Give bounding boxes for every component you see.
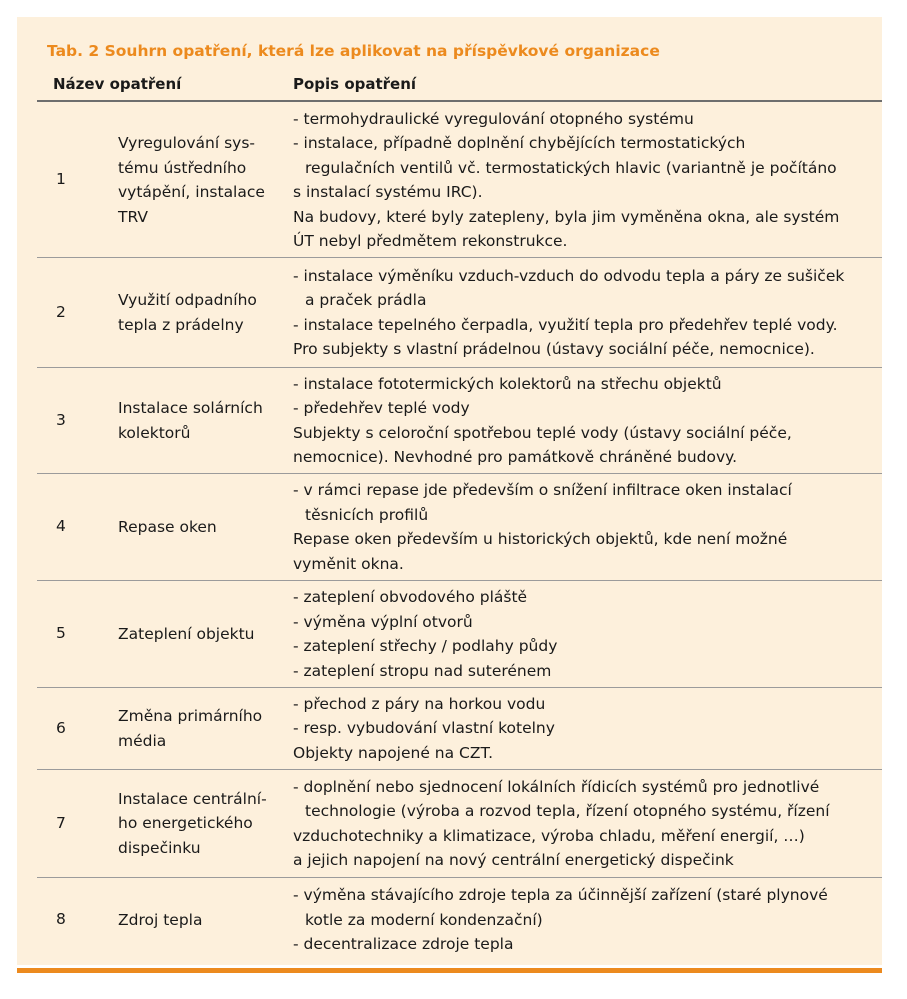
row-name [118, 288, 283, 337]
row-number: 8 [56, 910, 66, 928]
description-line: kotle za moderní kondenzační) [305, 910, 543, 929]
description-line: s instalací systému IRC). [293, 183, 483, 201]
name-line: tepla z prádelny [118, 315, 244, 334]
description-line: technologie (výroba a rozvod tepla, řízení otopného systému, řízení [305, 802, 830, 820]
row-separator [37, 687, 882, 688]
row-separator [37, 473, 882, 474]
row-name [118, 908, 283, 933]
row-number: 4 [56, 517, 66, 535]
description-line: - zateplení stropu nad suterénem [293, 661, 552, 680]
description-line: - instalace výměníku vzduch-vzduch do odvodu tepla a páry ze sušiček [293, 266, 845, 285]
name-line: Změna primárního [118, 707, 263, 725]
row-description [293, 585, 873, 683]
row-number: 2 [56, 302, 66, 321]
row-number: 6 [56, 718, 66, 737]
row-description [293, 775, 873, 873]
name-line: dispečinku [118, 838, 201, 857]
name-line: vytápění, instalace [118, 183, 265, 201]
row-description [293, 107, 873, 254]
description-line: - instalace, případně doplnění chybějících termostatických [293, 134, 746, 152]
row-separator [37, 877, 882, 878]
description-line: - zateplení střechy / podlahy půdy [293, 637, 558, 655]
description-line: Repase oken především u historických objektů, kde není možné [293, 530, 788, 548]
description-line: - výměna výplní otvorů [293, 612, 473, 631]
description-line: vzduchotechniky a klimatizace, výroba chladu, měření energií, …) [293, 826, 805, 845]
row-name [118, 131, 283, 229]
description-line: - doplnění nebo sjednocení lokálních řídicích systémů pro jednotlivé [293, 777, 820, 796]
row-description [293, 883, 873, 957]
description-line: - zateplení obvodového pláště [293, 588, 528, 606]
name-line: Využití odpadního [118, 291, 257, 309]
description-line: - v rámci repase jde především o snížení infiltrace oken instalací [293, 481, 792, 499]
description-line: Subjekty s celoroční spotřebou teplé vody (ústavy sociální péče, [293, 423, 792, 442]
row-number: 1 [56, 170, 66, 188]
row-number: 3 [56, 410, 66, 429]
row-name [118, 704, 283, 753]
description-line: - přechod z páry na horkou vodu [293, 694, 546, 713]
row-description [293, 692, 873, 766]
name-line: Instalace centrální- [118, 789, 267, 808]
description-line: nemocnice). Nevhodné pro památkově chráněné budovy. [293, 448, 738, 466]
description-line: Na budovy, které byly zatepleny, byla jim vyměněna okna, ale systém [293, 207, 840, 226]
name-line: Repase oken [118, 517, 217, 536]
name-line: Zateplení objektu [118, 624, 255, 643]
header-rule [37, 100, 882, 102]
description-line: Objekty napojené na CZT. [293, 743, 494, 762]
row-separator [37, 580, 882, 581]
description-line: - předehřev teplé vody [293, 399, 470, 417]
name-line: média [118, 731, 167, 750]
name-line: ho energetického [118, 814, 253, 833]
row-separator [37, 769, 882, 770]
row-separator [37, 367, 882, 368]
row-description [293, 264, 873, 362]
name-line: Vyregulování sys- [118, 134, 256, 152]
row-separator [37, 257, 882, 258]
description-line: - instalace fototermických kolektorů na střechu objektů [293, 374, 722, 393]
row-name [118, 515, 283, 540]
description-line: - termohydraulické vyregulování otopného systému [293, 109, 694, 128]
description-line: Pro subjekty s vlastní prádelnou (ústavy sociální péče, nemocnice). [293, 340, 815, 358]
description-line: regulačních ventilů vč. termostatických hlavic (variantně je počítáno [305, 158, 837, 177]
header-desc: Popis opatření [293, 75, 417, 93]
panel-notch [0, 36, 12, 64]
description-line: a jejich napojení na nový centrální energetický dispečink [293, 851, 734, 869]
row-number: 5 [56, 624, 66, 642]
description-line: vyměnit okna. [293, 554, 404, 573]
name-line: tému ústředního [118, 158, 247, 177]
row-description [293, 372, 873, 470]
description-line: - decentralizace zdroje tepla [293, 935, 514, 954]
description-line: - instalace tepelného čerpadla, využití tepla pro předehřev teplé vody. [293, 315, 838, 334]
name-line: Instalace solárních [118, 399, 263, 417]
name-line: kolektorů [118, 423, 191, 442]
row-name [118, 787, 283, 861]
description-line: těsnicích profilů [305, 505, 429, 524]
description-line: - výměna stávajícího zdroje tepla za účinnější zařízení (staré plynové [293, 886, 828, 905]
row-description [293, 478, 873, 576]
description-line: - resp. vybudování vlastní kotelny [293, 719, 555, 738]
description-line: a praček prádla [305, 291, 427, 309]
row-name [118, 396, 283, 445]
table-title: Tab. 2 Souhrn opatření, která lze aplikovat na příspěvkové organizace [47, 42, 660, 60]
name-line: TRV [118, 207, 148, 226]
bottom-accent-bar [17, 968, 882, 973]
row-number: 7 [56, 813, 66, 832]
name-line: Zdroj tepla [118, 910, 203, 929]
description-line: ÚT nebyl předmětem rekonstrukce. [293, 232, 568, 250]
header-name: Název opatření [53, 75, 182, 93]
row-name [118, 622, 283, 647]
